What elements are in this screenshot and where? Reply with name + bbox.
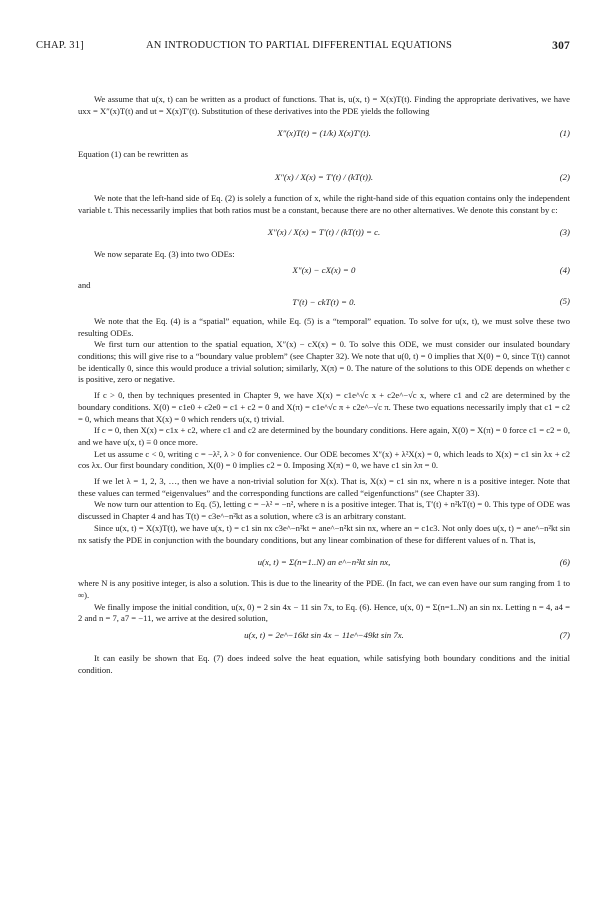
paragraph: We now separate Eq. (3) into two ODEs: [94,248,235,259]
equation-body: u(x, t) = 2e^−16kt sin 4x − 11e^−49kt sin 7x. [244,629,404,640]
equation-2 [78,164,570,191]
paragraph: It can easily be shown that Eq. (7) does indeed solve the heat equation, while satisfying both boundary conditions and the initial condition. [78,653,570,675]
equation-number: (6) [559,556,570,567]
equation-5 [78,295,570,310]
equation-7 [78,628,570,643]
equation-body: X″(x)T(t) = (1/k) X(x)T′(t). [277,128,371,139]
paragraph: If c > 0, then by techniques presented in Chapter 9, we have X(x) = c1e^√c x + c2e^−√c x, where c1 and c2 are determined by the boundary conditions. X(0) = c1e0 + c2e0 = c1 + c2 = 0 and X(π) = c1e^√c π + c2e^−√c π. These two equations necessarily imply that c1 = c2 = 0, which means that X(x) = 0 which renders u(x, t) trivial. [78,390,570,424]
paragraph: We now turn our attention to Eq. (5), letting c = −λ² = −n², where n is a positive integer. That is, T′(t) + n²kT(t) = 0. This type of ODE was discussed in Chapter 4 and has T(t) = c3e^−n²kt as a solution, where c3 is an arbitrary constant. [78,499,570,522]
paragraph: We note that the Eq. (4) is a “spatial” equation, while Eq. (5) is a “temporal” equation. To solve for u(x, t), we must solve these two resulting ODEs. [78,315,570,338]
equation-body: X″(x) − cX(x) = 0 [292,264,356,275]
paragraph: We assume that u(x, t) can be written as a product of functions. That is, u(x, t) = X(x)T(t). Finding the appropriate derivatives, we have uxx = X″(x)T(t) and ut = X(x)T′(t). Substitution of these derivatives into the PDE yields the following [78,94,570,116]
paragraph: If we let λ = 1, 2, 3, …, then we have a non-trivial solution for X(x). That is, X(x) = c1 sin nx, where n is a positive integer. Note that these values can termed “eigenvalues” and the corresponding functions are called “eigenfunctions” (see Chapter 33). [78,476,570,498]
equation-number: (5) [559,296,570,307]
paragraph: Let us assume c < 0, writing c = −λ², λ > 0 for convenience. Our ODE becomes X″(x) + λ²X(x) = 0, which leads to X(x) = c1 sin λx + c2 cos λx. Our first boundary condition, X(0) = 0 implies c2 = 0. Imposing X(π) = 0, we have c1 sin λπ = 0. [78,448,570,471]
paragraph: where N is any positive integer, is also a solution. This is due to the linearity of the PDE. (In fact, we can even have our sum ranging from 1 to ∞). [78,578,570,600]
paragraph: If c = 0, then X(x) = c1x + c2, where c1 and c2 are determined by the boundary conditions. Here again, X(0) = X(π) = 0 force c1 = c2 = 0, and we have u(x, t) ≡ 0 once more. [78,425,570,447]
equation-number: (4) [559,264,570,275]
paragraph: We finally impose the initial condition, u(x, 0) = 2 sin 4x − 11 sin 7x, to Eq. (6). Hence, u(x, 0) = Σ(n=1..N) an sin nx. Letting n = 4, a4 = 2 and n = 7, a7 = −11, we arrive at the desired solution, [78,601,570,624]
paragraph: Equation (1) can be rewritten as [78,149,189,160]
equation-number: (7) [559,629,570,640]
paragraph: We note that the left-hand side of Eq. (2) is solely a function of x, while the right-hand side of this equation contains only the independent variable t. This necessarily implies that both ratios must be a constant, because there are no other alternatives. We denote this constant by c: [78,193,570,215]
equation-body: X″(x) / X(x) = T′(t) / (kT(t)) = c. [267,227,381,238]
paragraph: Since u(x, t) = X(x)T(t), we have u(x, t) = c1 sin nx c3e^−n²kt = ane^−n²kt sin nx, where an = c1c3. Not only does u(x, t) = ane^−n²kt sin nx satisfy the PDE in conjunction with the boundary conditions, but any linear combination of these for different values of n. That is, [78,522,570,545]
equation-number: (3) [559,227,570,238]
running-header [36,40,570,54]
equation-body: X″(x) / X(x) = T′(t) / (kT(t)). [274,171,374,182]
equation-number: (2) [559,171,570,182]
chapter-label: CHAP. 31] [36,40,84,51]
equation-4 [78,263,570,278]
paragraph: We first turn our attention to the spatial equation, X″(x) − cX(x) = 0. To solve this ODE, we must consider our insulated boundary conditions; this will give rise to a “boundary value problem” (see Chapter 32). We note that u(0, t) = 0 implies that X(0) = 0, since T(t) cannot be identically 0, since this would produce a trivial solution; similarly, X(π) = 0. The nature of the solutions to this ODE depends on whether c is positive, zero or negative. [78,339,570,385]
page-body [78,94,570,677]
equation-body: T′(t) − ckT(t) = 0. [292,296,356,307]
page-number: 307 [552,40,570,52]
equation-3 [78,220,570,247]
equation-number: (1) [559,128,570,139]
equation-1 [78,120,570,147]
paragraph: and [78,280,91,291]
chapter-title: AN INTRODUCTION TO PARTIAL DIFFERENTIAL EQUATIONS [146,40,452,51]
equation-body: u(x, t) = Σ(n=1..N) an e^−n²kt sin nx, [257,556,391,567]
equation-6 [78,549,570,576]
